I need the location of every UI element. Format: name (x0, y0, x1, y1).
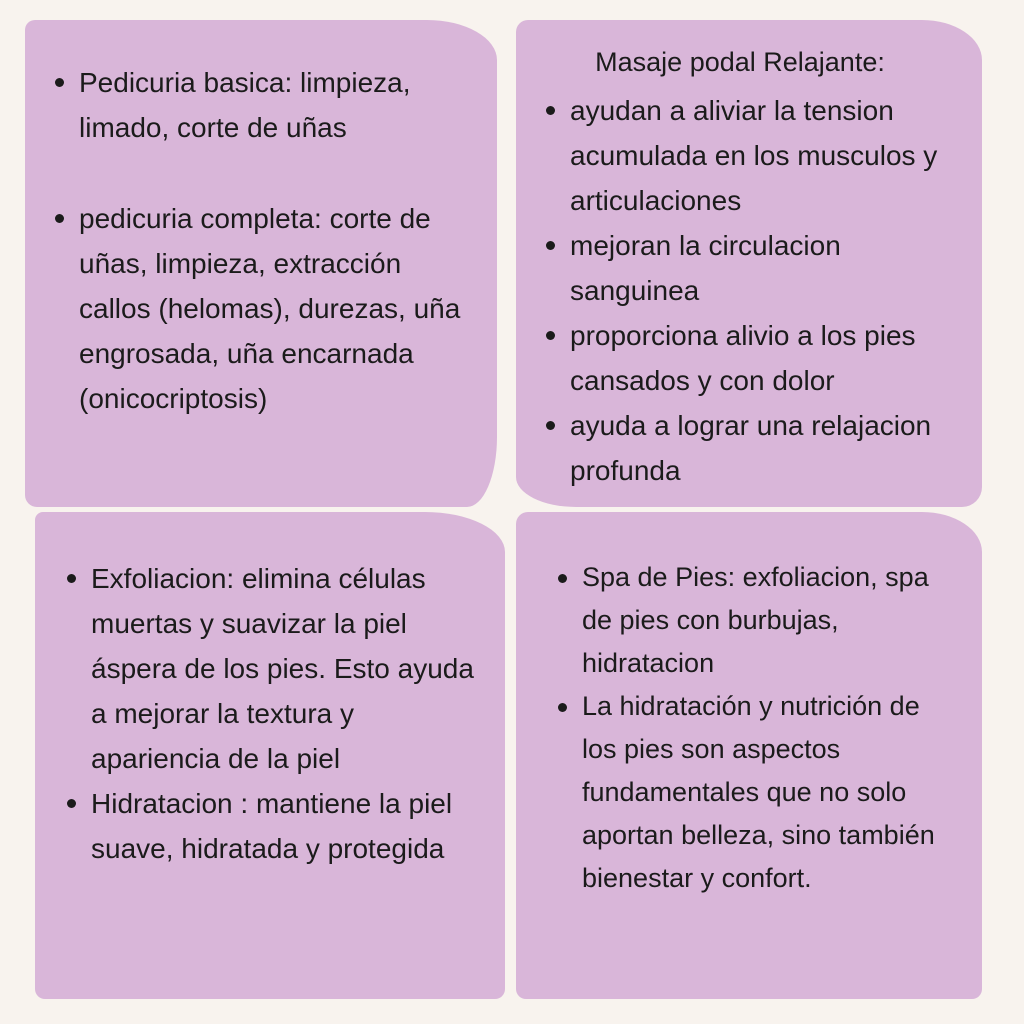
list-item-text: mejoran la circulacion sanguinea (570, 230, 841, 306)
bullet-icon (67, 799, 76, 808)
list-item (55, 196, 467, 421)
list-item (546, 403, 964, 493)
list-item-text: pedicuria completa: corte de uñas, limpieza, extracción callos (helomas), durezas, uña engrosada, uña encarnada (onicocriptosis) (79, 203, 461, 414)
list-item-text: La hidratación y nutrición de los pies son aspectos fundamentales que no solo aportan belleza, sino también bienestar y confort. (582, 691, 935, 893)
bullet-icon (55, 214, 64, 223)
list-item-text: Pedicuria basica: limpieza, limado, corte de uñas (79, 67, 411, 143)
bullet-icon (546, 421, 555, 430)
spa-list (558, 556, 958, 900)
masaje-list (546, 88, 964, 493)
list-item-text: Hidratacion : mantiene la piel suave, hidratada y protegida (91, 788, 453, 864)
list-item (67, 556, 481, 781)
pedicuria-list (55, 60, 467, 421)
exfoliacion-list (67, 556, 481, 871)
bullet-icon (546, 241, 555, 250)
card-exfoliacion (35, 512, 505, 999)
list-item (55, 60, 467, 150)
bullet-icon (67, 574, 76, 583)
bullet-icon (546, 331, 555, 340)
bullet-icon (558, 703, 567, 712)
list-item (67, 781, 481, 871)
bullet-icon (558, 574, 567, 583)
card-title: Masaje podal Relajante: (595, 47, 885, 77)
bullet-icon (55, 78, 64, 87)
list-item-text: ayuda a lograr una relajacion profunda (570, 410, 932, 486)
list-item-text: Spa de Pies: exfoliacion, spa de pies con burbujas, hidratacion (582, 562, 929, 678)
list-item-text: Exfoliacion: elimina células muertas y suavizar la piel áspera de los pies. Esto ayuda a mejorar la textura y apariencia de la piel (91, 563, 474, 774)
list-item (546, 313, 964, 403)
list-item (546, 88, 964, 223)
list-item-text: ayudan a aliviar la tension acumulada en los musculos y articulaciones (570, 95, 938, 216)
list-item (558, 556, 958, 685)
card-spa-de-pies (516, 512, 982, 999)
bullet-icon (546, 106, 555, 115)
list-item-text: proporciona alivio a los pies cansados y con dolor (570, 320, 916, 396)
list-item (558, 685, 958, 900)
card-masaje-podal (516, 20, 982, 507)
card-pedicuria (25, 20, 497, 507)
list-item (546, 223, 964, 313)
